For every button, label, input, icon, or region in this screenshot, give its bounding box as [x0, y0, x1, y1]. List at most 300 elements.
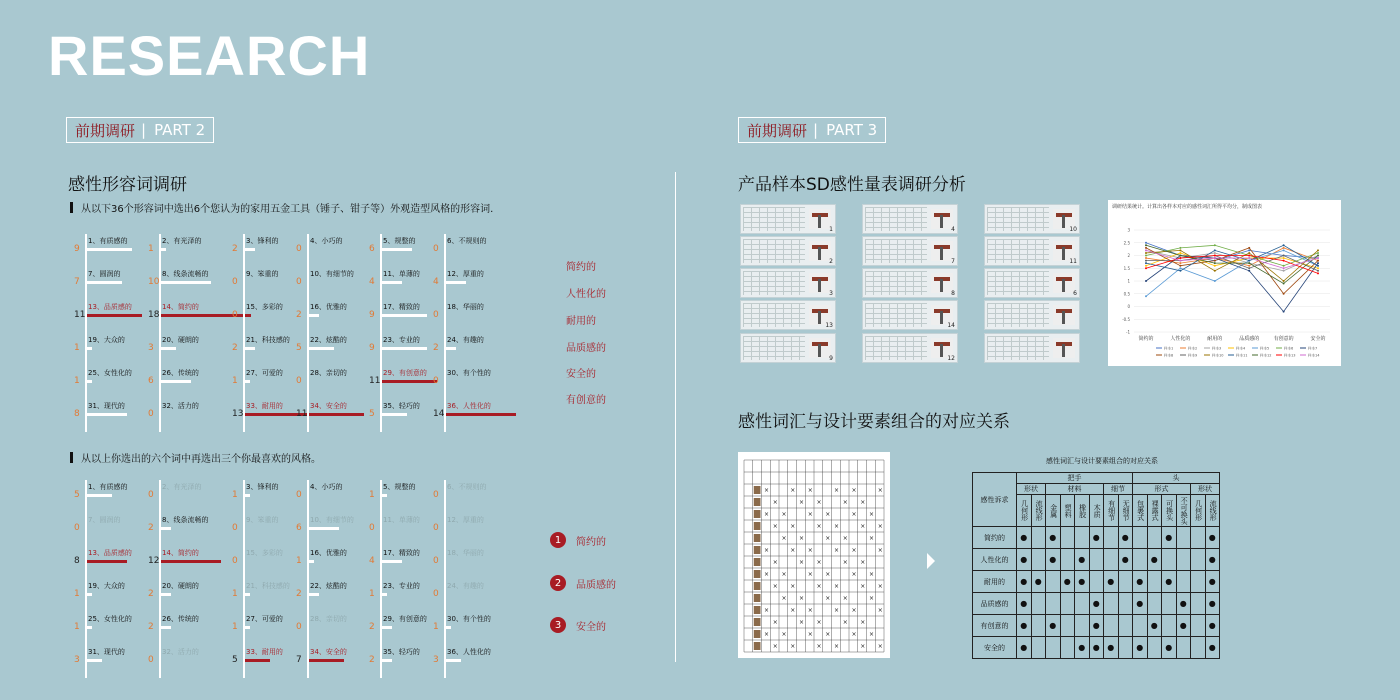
- adjective-label: 32、活力的: [162, 648, 199, 656]
- adjective-label: 30、有个性的: [447, 369, 491, 377]
- relation-cell: ●: [1147, 549, 1162, 571]
- adjective-label: 28、亲切的: [310, 369, 347, 377]
- attr-column: 流线形: [1031, 495, 1046, 527]
- data-point: [1248, 260, 1250, 262]
- instruction-marker: [70, 452, 73, 463]
- sd-scale-grid: [743, 336, 805, 360]
- attr-column: 无细节: [1118, 495, 1133, 527]
- arrow-right-icon: [927, 553, 935, 569]
- relation-cell: [1162, 593, 1177, 615]
- matrix-mark: ×: [860, 523, 866, 530]
- vote-bar: [245, 380, 250, 383]
- vote-count: 2: [296, 589, 302, 599]
- matrix-mark: ×: [869, 595, 875, 602]
- vote-bar: [309, 659, 344, 662]
- relation-cell: [1133, 549, 1148, 571]
- vote-count: 4: [369, 556, 375, 566]
- relation-cell: [1176, 549, 1191, 571]
- data-point: [1317, 265, 1319, 267]
- matrix-mark: ×: [842, 535, 848, 542]
- matrix-mark: ×: [816, 583, 822, 590]
- sd-scale-grid: [865, 271, 927, 295]
- vote-count: 1: [369, 589, 375, 599]
- relation-cell: [1147, 571, 1162, 593]
- sample-thumbnail: [740, 236, 836, 266]
- sub-group: 材料: [1046, 484, 1104, 495]
- sample-number: 14: [947, 322, 955, 329]
- attr-column: 流线形: [1205, 495, 1220, 527]
- vote-count: 9: [74, 244, 80, 254]
- sample-number: 7: [951, 258, 955, 265]
- keyword-3: 耐用的: [566, 316, 596, 327]
- data-point: [1248, 249, 1250, 251]
- legend-label: 样本1: [1164, 346, 1174, 351]
- sample-thumbnail: [862, 300, 958, 330]
- relation-cell: [1060, 593, 1075, 615]
- data-point: [1248, 262, 1250, 264]
- sub-group: 形状: [1017, 484, 1046, 495]
- legend-label: 样本10: [1212, 353, 1224, 358]
- x-tick-label: 耐用的: [1207, 336, 1223, 342]
- matrix-mark: ×: [772, 643, 778, 650]
- data-point: [1179, 265, 1181, 267]
- matrix-mark: ×: [825, 571, 831, 578]
- sample-number: 11: [1069, 258, 1077, 265]
- adjective-label: 30、有个性的: [447, 615, 491, 623]
- relation-cell: [1162, 549, 1177, 571]
- data-point: [1283, 247, 1285, 249]
- matrix-mark: ×: [764, 571, 770, 578]
- vote-bar: [446, 347, 456, 350]
- vote-count: 0: [232, 556, 238, 566]
- matrix-mark: ×: [869, 571, 875, 578]
- relation-cell: ●: [1031, 571, 1046, 593]
- sample-number: 8: [951, 290, 955, 297]
- adjective-label: 9、笨重的: [246, 516, 279, 524]
- pick-3: [550, 617, 606, 633]
- relation-cell: [1031, 549, 1046, 571]
- relation-table-panel: [972, 456, 1232, 660]
- matrix-mark: ×: [816, 523, 822, 530]
- data-point: [1283, 293, 1285, 295]
- matrix-tool-thumb: [754, 522, 761, 530]
- relation-cell: ●: [1133, 593, 1148, 615]
- keyword-4: 品质感的: [566, 343, 606, 354]
- relation-cell: [1191, 571, 1206, 593]
- vote-count: 0: [433, 556, 439, 566]
- vote-bar: [245, 659, 270, 662]
- survey-column-line: [444, 234, 446, 432]
- relation-cell: [1031, 527, 1046, 549]
- matrix-mark: ×: [877, 547, 883, 554]
- adjective-label: 9、笨重的: [246, 270, 279, 278]
- data-point: [1145, 247, 1147, 249]
- vote-bar: [245, 248, 255, 251]
- adjective-label: 10、有细节的: [310, 516, 354, 524]
- relation-table: [972, 472, 1220, 659]
- data-point: [1214, 280, 1216, 282]
- relation-row-label: 人性化的: [973, 549, 1017, 571]
- sd-scale-grid: [987, 303, 1049, 327]
- sd-scale-grid: [865, 207, 927, 231]
- vote-count: 1: [232, 589, 238, 599]
- vote-count: 12: [148, 556, 160, 566]
- adjective-label: 24、有趣的: [447, 336, 484, 344]
- data-point: [1317, 270, 1319, 272]
- adjective-label: 2、有光泽的: [162, 483, 202, 491]
- vote-count: 0: [296, 376, 302, 386]
- matrix-mark: ×: [851, 547, 857, 554]
- relation-cell: ●: [1075, 637, 1090, 659]
- sample-number: 3: [829, 290, 833, 297]
- data-point: [1214, 270, 1216, 272]
- relation-cell: ●: [1118, 527, 1133, 549]
- y-tick-label: -0.5: [1122, 316, 1130, 322]
- pick-2: [550, 575, 616, 591]
- adjective-label: 5、规整的: [383, 483, 416, 491]
- section-title-sd-analysis: 产品样本SD感性量表调研分析: [738, 175, 966, 195]
- data-point: [1283, 311, 1285, 313]
- matrix-mark: ×: [860, 499, 866, 506]
- legend-label: 样本9: [1188, 353, 1198, 358]
- adjective-label: 10、有细节的: [310, 270, 354, 278]
- matrix-mark: ×: [781, 535, 787, 542]
- matrix-mark: ×: [834, 643, 840, 650]
- instruction-2: [70, 450, 321, 465]
- matrix-mark: ×: [764, 607, 770, 614]
- survey-column-line: [159, 234, 161, 432]
- matrix-mark: ×: [816, 559, 822, 566]
- matrix-mark: ×: [825, 535, 831, 542]
- vote-count: 4: [369, 277, 375, 287]
- vote-count: 2: [232, 343, 238, 353]
- relation-cell: ●: [1205, 615, 1220, 637]
- adjective-label: 3、锋利的: [246, 237, 279, 245]
- vote-bar: [382, 281, 402, 284]
- vote-count: 1: [232, 490, 238, 500]
- vote-count: 8: [74, 556, 80, 566]
- relation-row-label: 有创意的: [973, 615, 1017, 637]
- vote-count: 1: [433, 622, 439, 632]
- data-point: [1317, 272, 1319, 274]
- matrix-mark: ×: [781, 595, 787, 602]
- data-point: [1317, 252, 1319, 254]
- adjective-label: 36、人性化的: [447, 402, 491, 410]
- adjective-label: 23、专业的: [383, 582, 420, 590]
- matrix-mark: ×: [834, 547, 840, 554]
- sample-number: 2: [829, 258, 833, 265]
- matrix-mark: ×: [851, 571, 857, 578]
- sample-thumbnail: [740, 204, 836, 234]
- y-tick-label: 1: [1127, 278, 1130, 284]
- tool-icon: [931, 273, 953, 293]
- relation-row-label: 品质感的: [973, 593, 1017, 615]
- adjective-label: 24、有趣的: [447, 582, 484, 590]
- vote-count: 2: [369, 655, 375, 665]
- relation-cell: [1060, 549, 1075, 571]
- data-point: [1317, 262, 1319, 264]
- sd-scale-grid: [865, 336, 927, 360]
- data-point: [1145, 242, 1147, 244]
- matrix-mark: ×: [807, 547, 813, 554]
- adjective-label: 25、女性化的: [88, 615, 132, 623]
- matrix-mark: ×: [860, 583, 866, 590]
- vote-count: 1: [74, 343, 80, 353]
- legend-label: 样本4: [1236, 346, 1246, 351]
- adjective-label: 35、轻巧的: [383, 402, 420, 410]
- sample-thumbnail: [862, 236, 958, 266]
- relation-table-title: 感性词汇与设计要素组合的对应关系: [1046, 457, 1158, 465]
- x-tick-label: 人性化的: [1170, 336, 1191, 342]
- relation-cell: [1176, 527, 1191, 549]
- attr-column: 裸露式: [1147, 495, 1162, 527]
- sample-thumbnail: [740, 333, 836, 363]
- attr-column: 金属: [1046, 495, 1061, 527]
- data-point: [1179, 267, 1181, 269]
- vote-bar: [446, 659, 461, 662]
- keyword-5: 安全的: [566, 369, 596, 380]
- adjective-label: 8、线条流畅的: [162, 270, 209, 278]
- y-tick-label: 0.5: [1123, 291, 1130, 297]
- vote-bar: [87, 494, 112, 497]
- vote-bar: [446, 626, 451, 629]
- data-point: [1248, 255, 1250, 257]
- matrix-mark: ×: [842, 499, 848, 506]
- matrix-mark: ×: [825, 595, 831, 602]
- data-point: [1145, 249, 1147, 251]
- matrix-mark: ×: [772, 499, 778, 506]
- legend-label: 样本11: [1236, 353, 1248, 358]
- relation-cell: ●: [1133, 637, 1148, 659]
- matrix-mark: ×: [781, 511, 787, 518]
- matrix-tool-thumb: [754, 498, 761, 506]
- vote-count: 1: [74, 589, 80, 599]
- data-point: [1317, 255, 1319, 257]
- matrix-tool-thumb: [754, 606, 761, 614]
- matrix-tool-thumb: [754, 594, 761, 602]
- page-title: RESEARCH: [48, 24, 371, 87]
- relation-cell: ●: [1089, 637, 1104, 659]
- vote-bar: [87, 314, 142, 317]
- vote-bar: [87, 380, 92, 383]
- pick-1: [550, 532, 606, 548]
- matrix-mark: ×: [790, 547, 796, 554]
- data-point: [1248, 247, 1250, 249]
- sample-thumbnail: [862, 268, 958, 298]
- adjective-label: 6、不规则的: [447, 237, 487, 245]
- relation-cell: [1118, 593, 1133, 615]
- matrix-mark: ×: [834, 607, 840, 614]
- keyword-1: 简约的: [566, 262, 596, 273]
- sample-thumbnail: [984, 204, 1080, 234]
- relation-cell: [1104, 615, 1119, 637]
- relation-cell: ●: [1060, 571, 1075, 593]
- data-point: [1145, 280, 1147, 282]
- tool-icon: [809, 273, 831, 293]
- adjective-label: 7、圆润的: [88, 270, 121, 278]
- adjective-label: 17、精致的: [383, 303, 420, 311]
- vote-bar: [161, 380, 191, 383]
- tool-icon: [931, 209, 953, 229]
- matrix-tool-thumb: [754, 582, 761, 590]
- matrix-mark: ×: [816, 499, 822, 506]
- vote-bar: [87, 659, 102, 662]
- matrix-mark: ×: [781, 571, 787, 578]
- tool-icon: [1053, 305, 1075, 325]
- relation-cell: [1075, 527, 1090, 549]
- sub-group: 细节: [1104, 484, 1133, 495]
- vote-count: 2: [148, 589, 154, 599]
- sample-thumbnail: [984, 300, 1080, 330]
- adjective-label: 11、单薄的: [383, 270, 420, 278]
- section-title-relation: 感性词汇与设计要素组合的对应关系: [738, 412, 1010, 432]
- matrix-mark: ×: [790, 607, 796, 614]
- survey-column-line: [444, 480, 446, 678]
- relation-cell: [1133, 527, 1148, 549]
- sample-thumbnail: [862, 333, 958, 363]
- survey-column-line: [159, 480, 161, 678]
- data-point: [1283, 265, 1285, 267]
- relation-cell: [1089, 549, 1104, 571]
- adjective-label: 20、硬朗的: [162, 336, 199, 344]
- sample-number: 12: [947, 355, 955, 362]
- relation-cell: ●: [1205, 593, 1220, 615]
- vote-bar: [87, 347, 92, 350]
- vote-count: 2: [296, 310, 302, 320]
- relation-corner: 感性诉求: [973, 473, 1017, 527]
- data-point: [1317, 260, 1319, 262]
- tool-icon: [1053, 338, 1075, 358]
- relation-cell: [1191, 615, 1206, 637]
- matrix-tool-thumb: [754, 642, 761, 650]
- adjective-label: 3、锋利的: [246, 483, 279, 491]
- x-tick-label: 安全的: [1310, 336, 1326, 342]
- part-separator: |: [813, 121, 819, 139]
- data-point: [1283, 255, 1285, 257]
- matrix-mark: ×: [869, 535, 875, 542]
- relation-cell: ●: [1017, 527, 1032, 549]
- sample-number: 10: [1069, 226, 1077, 233]
- survey-column-line: [243, 480, 245, 678]
- adjective-label: 4、小巧的: [310, 237, 343, 245]
- data-point: [1248, 265, 1250, 267]
- vote-count: 0: [148, 655, 154, 665]
- relation-cell: [1089, 571, 1104, 593]
- sample-matrix-table: [738, 452, 890, 658]
- relation-cell: [1046, 637, 1061, 659]
- data-point: [1283, 267, 1285, 269]
- adjective-label: 21、科技感的: [246, 336, 290, 344]
- matrix-mark: ×: [764, 631, 770, 638]
- keyword-6: 有创意的: [566, 395, 606, 406]
- sample-thumbnail: [740, 268, 836, 298]
- matrix-tool-thumb: [754, 630, 761, 638]
- vote-count: 1: [74, 376, 80, 386]
- relation-cell: [1147, 527, 1162, 549]
- data-point: [1145, 260, 1147, 262]
- vote-count: 0: [232, 277, 238, 287]
- attr-column: 有细节: [1104, 495, 1119, 527]
- vote-count: 2: [433, 343, 439, 353]
- matrix-mark: ×: [825, 511, 831, 518]
- adjective-label: 31、现代的: [88, 402, 125, 410]
- vote-count: 0: [296, 244, 302, 254]
- matrix-mark: ×: [834, 583, 840, 590]
- tool-icon: [809, 241, 831, 261]
- y-tick-label: -1: [1126, 329, 1130, 335]
- adjective-label: 36、人性化的: [447, 648, 491, 656]
- matrix-mark: ×: [842, 559, 848, 566]
- data-point: [1145, 267, 1147, 269]
- vote-bar: [382, 413, 407, 416]
- data-point: [1317, 257, 1319, 259]
- data-point: [1283, 249, 1285, 251]
- relation-cell: [1075, 593, 1090, 615]
- adjective-label: 17、精致的: [383, 549, 420, 557]
- x-tick-label: 有创意的: [1273, 336, 1294, 342]
- adjective-label: 15、多彩的: [246, 549, 283, 557]
- sd-scale-grid: [987, 207, 1049, 231]
- vote-count: 5: [369, 409, 375, 419]
- vote-bar: [382, 659, 392, 662]
- adjective-label: 5、规整的: [383, 237, 416, 245]
- legend-label: 样本13: [1284, 353, 1296, 358]
- relation-cell: ●: [1017, 593, 1032, 615]
- data-point: [1317, 249, 1319, 251]
- matrix-tool-thumb: [754, 558, 761, 566]
- vote-bar: [161, 626, 171, 629]
- data-point: [1248, 257, 1250, 259]
- matrix-mark: ×: [790, 487, 796, 494]
- sample-number: 13: [825, 322, 833, 329]
- data-point: [1214, 262, 1216, 264]
- vote-bar: [382, 380, 437, 383]
- matrix-mark: ×: [877, 607, 883, 614]
- matrix-mark: ×: [807, 511, 813, 518]
- y-tick-label: 2.5: [1123, 240, 1130, 246]
- adjective-label: 1、有质感的: [88, 237, 128, 245]
- adjective-label: 25、女性化的: [88, 369, 132, 377]
- relation-cell: ●: [1075, 549, 1090, 571]
- adjective-label: 34、安全的: [310, 648, 347, 656]
- matrix-mark: ×: [816, 619, 822, 626]
- sample-matrix-svg: [738, 452, 890, 658]
- legend-label: 样本8: [1164, 353, 1174, 358]
- attr-column: 不可换头: [1176, 495, 1191, 527]
- relation-cell: [1133, 615, 1148, 637]
- matrix-mark: ×: [799, 559, 805, 566]
- data-point: [1145, 262, 1147, 264]
- vote-bar: [382, 248, 412, 251]
- data-point: [1179, 270, 1181, 272]
- survey-column-line: [85, 480, 87, 678]
- relation-cell: [1118, 615, 1133, 637]
- matrix-mark: ×: [834, 487, 840, 494]
- sample-thumbnail: [984, 268, 1080, 298]
- vote-count: 0: [296, 277, 302, 287]
- vote-count: 5: [296, 343, 302, 353]
- data-point: [1179, 255, 1181, 257]
- vote-bar: [87, 281, 122, 284]
- data-point: [1179, 260, 1181, 262]
- matrix-mark: ×: [851, 511, 857, 518]
- sd-scale-grid: [987, 336, 1049, 360]
- attr-column: 塑料: [1060, 495, 1075, 527]
- vote-count: 0: [74, 523, 80, 533]
- relation-cell: [1075, 615, 1090, 637]
- adjective-label: 15、多彩的: [246, 303, 283, 311]
- vote-count: 1: [232, 622, 238, 632]
